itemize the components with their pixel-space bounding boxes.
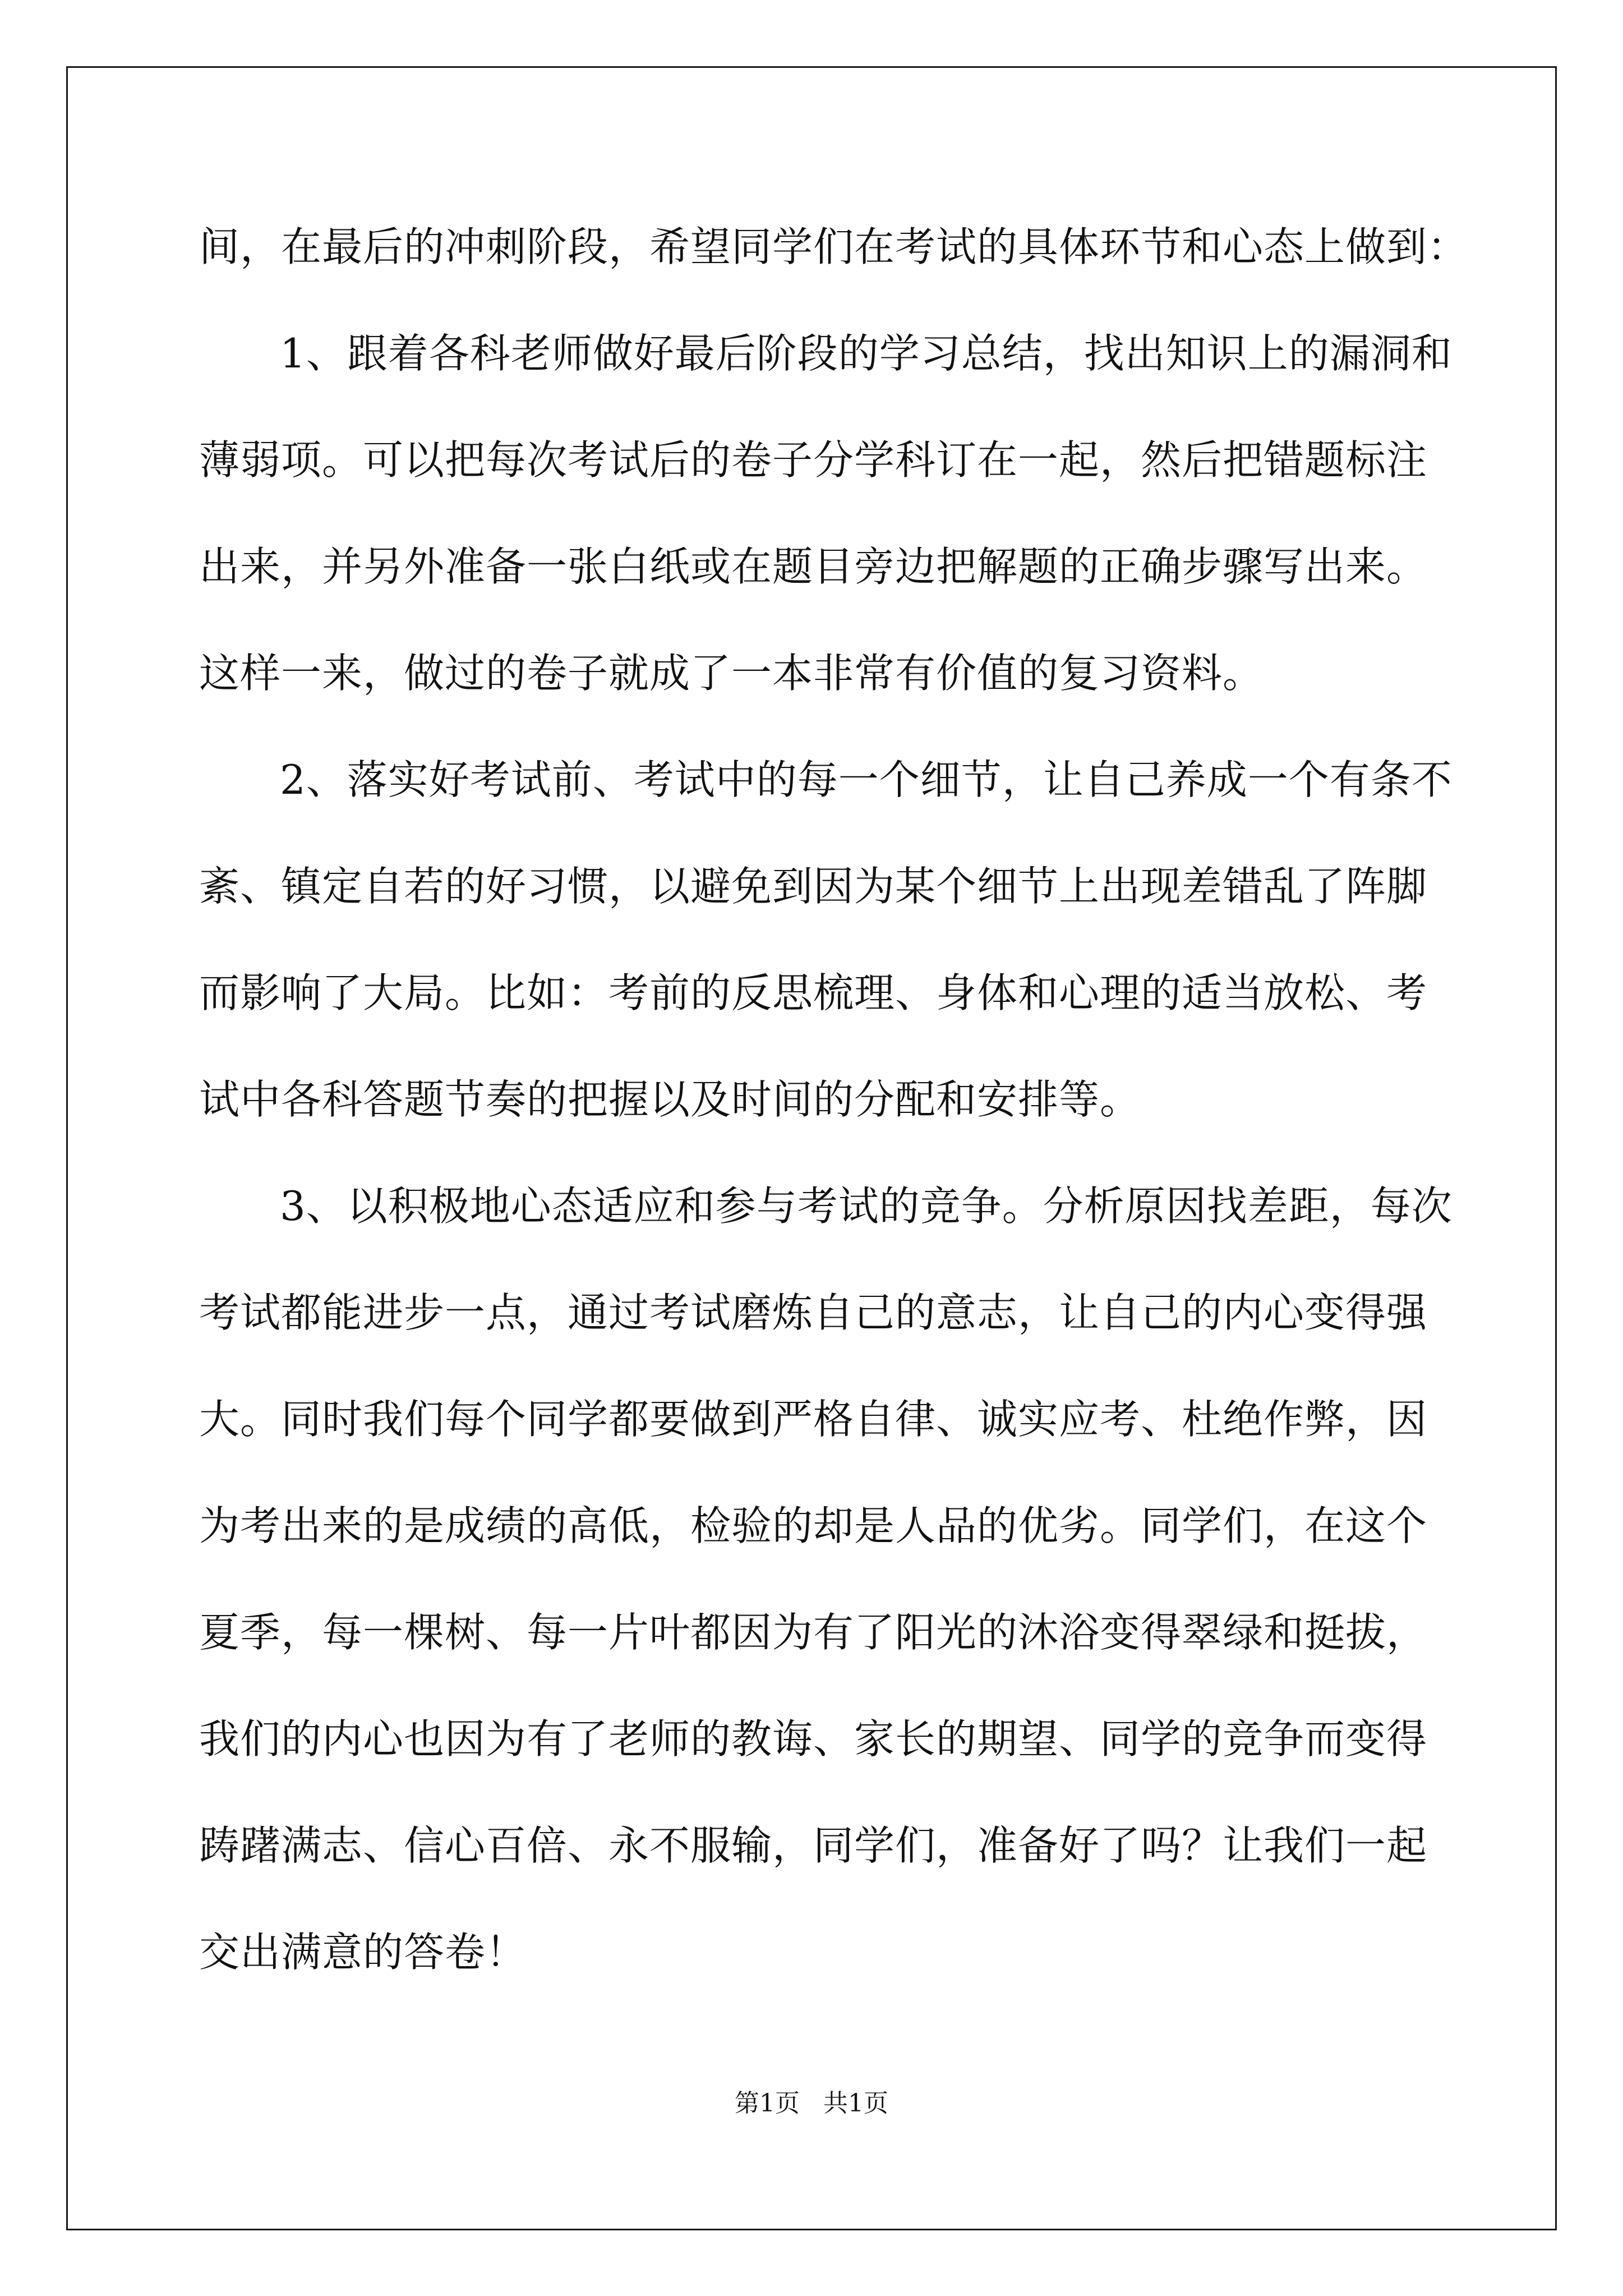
page-footer [0,2087,1623,2120]
text-line: 间，在最后的冲刺阶段，希望同学们在考试的具体环节和心态上做到： [199,223,1469,270]
text-line: 试中各科答题节奏的把握以及时间的分配和安排等。 [199,1076,1141,1123]
text-line: 踌躇满志、信心百倍、永不服输，同学们，准备好了吗？让我们一起 [199,1822,1428,1869]
text-line: 交出满意的答卷！ [199,1929,527,1976]
text-line: 2、落实好考试前、考试中的每一个细节，让自己养成一个有条不 [280,756,1453,803]
text-line: 而影响了大局。比如：考前的反思梳理、身体和心理的适当放松、考 [199,969,1428,1016]
text-line: 出来，并另外准备一张白纸或在题目旁边把解题的正确步骤写出来。 [199,543,1428,590]
page-border [66,66,1557,2230]
text-line: 1、跟着各科老师做好最后阶段的学习总结，找出知识上的漏洞和 [280,330,1453,377]
text-line: 为考出来的是成绩的高低，检验的却是人品的优劣。同学们，在这个 [199,1502,1428,1549]
text-line: 我们的内心也因为有了老师的教诲、家长的期望、同学的竞争而变得 [199,1715,1428,1763]
text-line: 考试都能进步一点，通过考试磨炼自己的意志，让自己的内心变得强 [199,1289,1428,1336]
text-line: 这样一来，做过的卷子就成了一本非常有价值的复习资料。 [199,650,1264,697]
text-line: 夏季，每一棵树、每一片叶都因为有了阳光的沐浴变得翠绿和挺拔， [199,1609,1428,1656]
page-number: 第1页 [735,2089,800,2118]
text-line: 紊、镇定自若的好习惯，以避免到因为某个细节上出现差错乱了阵脚 [199,863,1428,910]
page-total: 共1页 [823,2089,888,2118]
text-line: 薄弱项。可以把每次考试后的卷子分学科订在一起，然后把错题标注 [199,436,1428,484]
text-line: 3、以积极地心态适应和参与考试的竞争。分析原因找差距，每次 [280,1182,1453,1230]
text-line: 大。同时我们每个同学都要做到严格自律、诚实应考、杜绝作弊，因 [199,1396,1428,1443]
